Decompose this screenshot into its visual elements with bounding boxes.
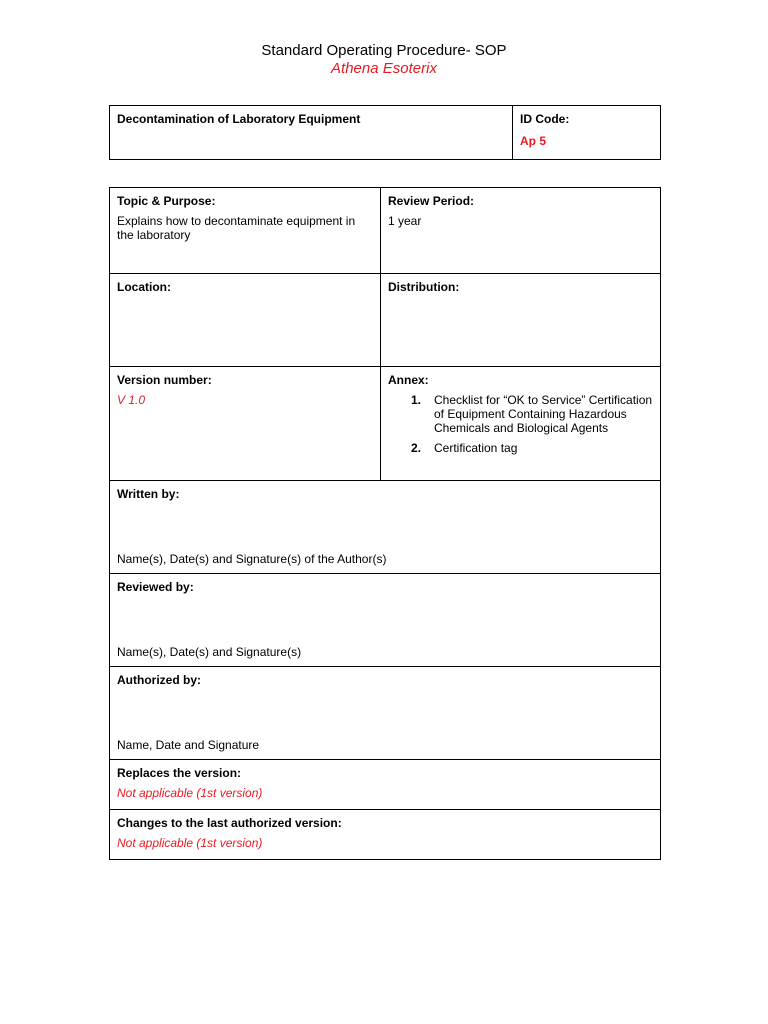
authorized-by-label: Authorized by: <box>117 673 201 687</box>
authorized-by-hint: Name, Date and Signature <box>117 738 260 752</box>
annex-item-number: 1. <box>411 393 422 407</box>
id-table <box>109 105 661 160</box>
sop-details-table <box>109 187 661 860</box>
review-period-label: Review Period: <box>388 194 475 208</box>
annex-item-text: Checklist for “OK to Service” Certification of Equipment Containing Hazardous Chemicals and Biological Agents <box>434 393 653 435</box>
location-cell <box>110 274 381 367</box>
review-period-value: 1 year <box>388 214 422 228</box>
changes-value: Not applicable (1st version) <box>117 836 263 850</box>
written-by-hint: Name(s), Date(s) and Signature(s) of the Author(s) <box>117 552 387 566</box>
version-number-label: Version number: <box>117 373 212 387</box>
replaces-version-label: Replaces the version: <box>117 766 242 780</box>
procedure-name-cell <box>110 106 513 160</box>
reviewed-by-cell <box>110 574 661 667</box>
list-item <box>388 441 653 455</box>
replaces-version-cell <box>110 760 661 810</box>
distribution-label: Distribution: <box>388 280 460 294</box>
changes-label: Changes to the last authorized version: <box>117 816 342 830</box>
written-by-cell <box>110 481 661 574</box>
replaces-version-value: Not applicable (1st version) <box>117 786 263 800</box>
location-label: Location: <box>117 280 171 294</box>
topic-label: Topic & Purpose: <box>117 194 216 208</box>
annex-cell <box>381 367 661 481</box>
written-by-label: Written by: <box>117 487 180 501</box>
authorized-by-cell <box>110 667 661 760</box>
review-period-cell <box>381 188 661 274</box>
annex-item-number: 2. <box>411 441 422 455</box>
annex-list <box>388 393 653 455</box>
annex-item-text: Certification tag <box>434 441 518 455</box>
document-title: Standard Operating Procedure- SOP <box>261 42 507 59</box>
id-code-label: ID Code: <box>520 112 570 126</box>
annex-label: Annex: <box>388 373 429 387</box>
topic-cell <box>110 188 381 274</box>
version-number-cell <box>110 367 381 481</box>
id-code-cell <box>513 106 661 160</box>
changes-cell <box>110 810 661 860</box>
procedure-name: Decontamination of Laboratory Equipment <box>117 112 361 126</box>
company-name: Athena Esoterix <box>331 60 437 77</box>
reviewed-by-hint: Name(s), Date(s) and Signature(s) <box>117 645 302 659</box>
distribution-cell <box>381 274 661 367</box>
id-code-value: Ap 5 <box>520 134 547 148</box>
reviewed-by-label: Reviewed by: <box>117 580 194 594</box>
topic-value: Explains how to decontaminate equipment in the laboratory <box>117 214 356 242</box>
list-item <box>388 393 653 435</box>
version-number-value: V 1.0 <box>117 393 146 407</box>
